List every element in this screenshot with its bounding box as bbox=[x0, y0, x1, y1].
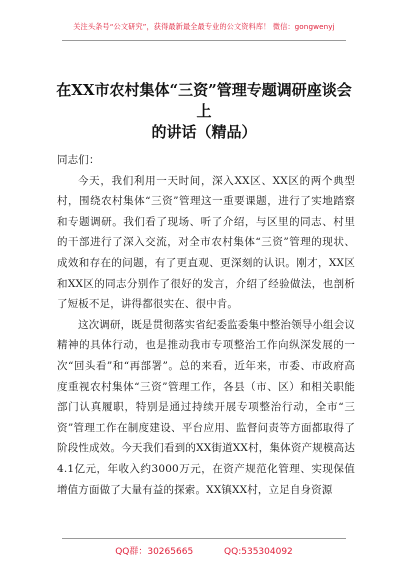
footer-qq-group: QQ群：30265665 bbox=[115, 547, 194, 557]
paragraph-2: 这次调研，既是贯彻落实省纪委监委集中整治领导小组会议精神的具体行动，也是推动我市专项整治工作向纵深发展的一次“回头看”和“再部署”。总的来看，近年来，市委、市政府高度重视农村集体“三资”管理工作，各县（市、区）和相关职能部门认真履职，特别是通过持续开展专项整治行动，全市“三资”管理工作在制度建设、平台应用、监督问责等方面都取得了阶段性成效。今天我们看到的XX街道XX村，集体资产规模高达4.1亿元，年收入约3000万元，在资产规范化管理、实现保值增值方面做了大量有益的探索。XX镇XX村，立足自身资源 bbox=[57, 318, 355, 496]
title-line-2: 的讲话（精品） bbox=[151, 123, 257, 141]
header-divider bbox=[62, 40, 346, 41]
header-banner: 关注头条号“公文研究”，获得最新最全最专业的公文资料库！ 微信：gongwenyj bbox=[73, 22, 335, 31]
title-line-1: 在XX市农村集体“三资”管理专题调研座谈会上 bbox=[56, 81, 352, 120]
footer-divider bbox=[62, 538, 346, 539]
document-body bbox=[57, 150, 355, 500]
footer-qq: QQ:535304092 bbox=[224, 547, 293, 557]
paragraph-1: 今天，我们利用一天时间，深入XX区、XX区的两个典型村，围绕农村集体“三资”管理这一重要课题，进行了实地踏察和专题调研。我们看了现场、听了介绍，与区里的同志、村里的干部进行了深入交流，对全市农村集体“三资”管理的现状、成效和存在的问题，有了更直观、更深刻的认识。刚才，XX区和XX区的同志分别作了很好的发言，介绍了经验做法，也剖析了短板不足，讲得都很实在、很中肯。 bbox=[57, 174, 355, 311]
footer bbox=[0, 544, 408, 557]
document-title bbox=[56, 80, 352, 143]
salutation: 同志们： bbox=[57, 154, 100, 166]
